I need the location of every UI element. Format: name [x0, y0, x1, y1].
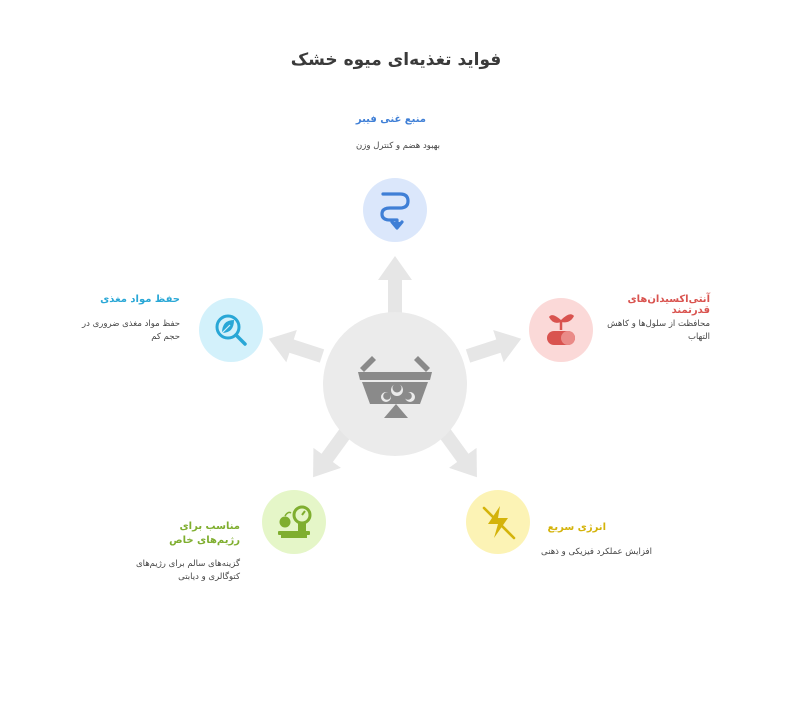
diagram-title: فواید تغذیه‌ای میوه خشک	[290, 50, 502, 70]
node-nutrients	[199, 298, 263, 362]
hub	[323, 312, 467, 456]
arrow-nutrients	[263, 323, 327, 373]
label-diet: مناسب برای رژیم‌های خاص	[169, 521, 240, 546]
desc-antioxidants: محافظت از سلول‌ها و کاهش التهاب	[607, 319, 710, 342]
arrow-fiber	[378, 256, 412, 314]
label-energy: انرژی سریع	[547, 522, 606, 533]
node-diet	[262, 490, 326, 554]
node-energy	[466, 490, 530, 554]
label-fiber: منبع غنی فیبر	[355, 114, 426, 125]
desc-diet: گزینه‌های سالم برای رژیم‌های کتوگالری و دیابتی	[135, 559, 240, 582]
node-fiber	[363, 178, 427, 242]
arrow-antioxidants	[463, 323, 527, 373]
label-nutrients: حفظ مواد مغذی	[100, 294, 180, 305]
node-antioxidants	[529, 298, 593, 362]
desc-energy: افزایش عملکرد فیزیکی و ذهنی	[541, 547, 652, 557]
desc-fiber: بهبود هضم و کنترل وزن	[356, 141, 440, 151]
label-antioxidants: آنتی‌اکسیدان‌های قدرتمند	[627, 294, 710, 316]
desc-nutrients: حفظ مواد مغذی ضروری در حجم کم	[82, 319, 180, 342]
